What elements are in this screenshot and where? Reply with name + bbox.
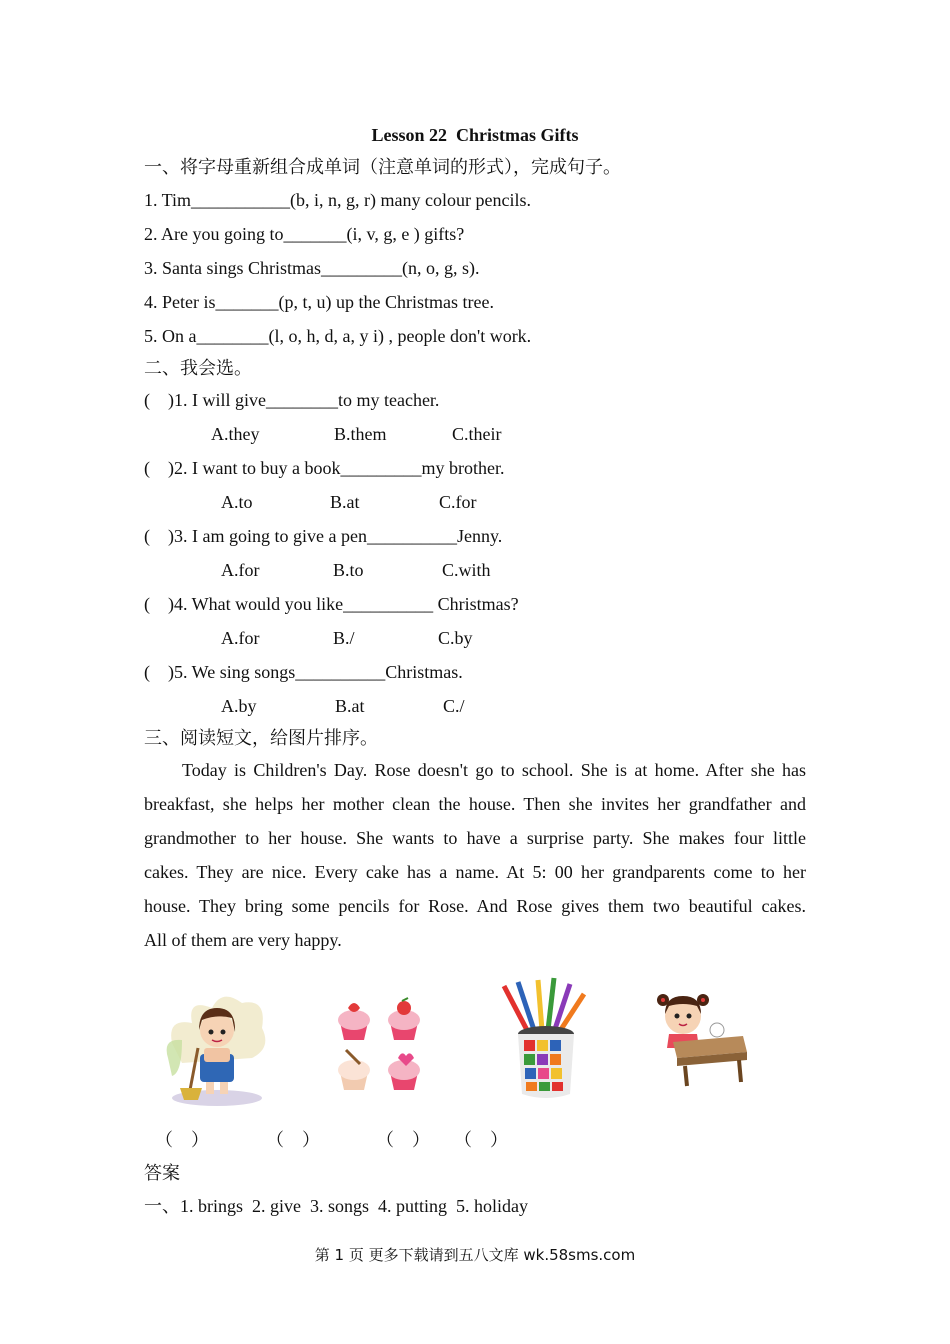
question-stem: ( )2. I want to buy a book_________my brother. <box>144 458 505 478</box>
cupcakes-picture <box>330 992 430 1096</box>
section1-item: 5. On a________(l, o, h, d, a, y i) , people don't work. <box>144 326 532 346</box>
option-c: C.for <box>439 492 477 512</box>
girl-sweeping-picture <box>162 988 272 1108</box>
section1-item: 1. Tim___________(b, i, n, g, r) many colour pencils. <box>144 190 531 210</box>
section1-heading: 一、将字母重新组合成单词（注意单词的形式），完成句子。 <box>144 157 621 177</box>
girl-at-desk-picture <box>655 986 751 1090</box>
option-b: B.them <box>334 424 387 444</box>
order-blank[interactable]: （ ） <box>266 1130 320 1150</box>
option-c: C.with <box>442 560 491 580</box>
order-blank[interactable]: （ ） <box>155 1130 209 1150</box>
question-stem: ( )3. I am going to give a pen__________Jenny. <box>144 526 503 546</box>
section1-item: 3. Santa sings Christmas_________(n, o, g, s). <box>144 258 480 278</box>
page-footer: 第 1 页 更多下载请到五八文库 wk.58sms.com <box>314 1246 636 1264</box>
option-b: B.at <box>330 492 360 512</box>
question-stem: ( )5. We sing songs__________Christmas. <box>144 662 463 682</box>
order-blank[interactable]: （ ） <box>376 1130 430 1150</box>
passage-line: house. They bring some pencils for Rose. And Rose gives them two beautiful cakes. <box>144 896 806 916</box>
option-a: A.for <box>221 560 260 580</box>
answers-line: 一、1. brings 2. give 3. songs 4. putting 5. holiday <box>144 1196 528 1216</box>
question-stem: ( )4. What would you like__________ Christmas? <box>144 594 519 614</box>
option-a: A.by <box>221 696 257 716</box>
passage-line: Today is Children's Day. Rose doesn't go to school. She is at home. After she has <box>182 760 806 780</box>
option-b: B.at <box>335 696 365 716</box>
passage-line: grandmother to her house. She wants to have a surprise party. She makes four little <box>144 828 806 848</box>
section1-item: 2. Are you going to_______(i, v, g, e ) gifts? <box>144 224 465 244</box>
answers-heading: 答案 <box>144 1163 180 1183</box>
passage-line: All of them are very happy. <box>144 930 342 950</box>
passage-line: cakes. They are nice. Every cake has a name. At 5: 00 her grandparents come to her <box>144 862 806 882</box>
option-a: A.for <box>221 628 260 648</box>
section1-item: 4. Peter is_______(p, t, u) up the Christmas tree. <box>144 292 494 312</box>
option-c: C.their <box>452 424 502 444</box>
option-b: B./ <box>333 628 355 648</box>
option-c: C./ <box>443 696 465 716</box>
section3-heading: 三、阅读短文，给图片排序。 <box>144 728 378 748</box>
page-title: Lesson 22 Christmas Gifts <box>371 125 579 145</box>
option-a: A.they <box>211 424 260 444</box>
option-b: B.to <box>333 560 364 580</box>
order-blank[interactable]: （ ） <box>454 1130 508 1150</box>
option-c: C.by <box>438 628 473 648</box>
pencil-cup-picture <box>498 976 590 1104</box>
section2-heading: 二、我会选。 <box>144 358 252 378</box>
option-a: A.to <box>221 492 253 512</box>
question-stem: ( )1. I will give________to my teacher. <box>144 390 440 410</box>
passage-line: breakfast, she helps her mother clean the house. Then she invites her grandfather and <box>144 794 806 814</box>
